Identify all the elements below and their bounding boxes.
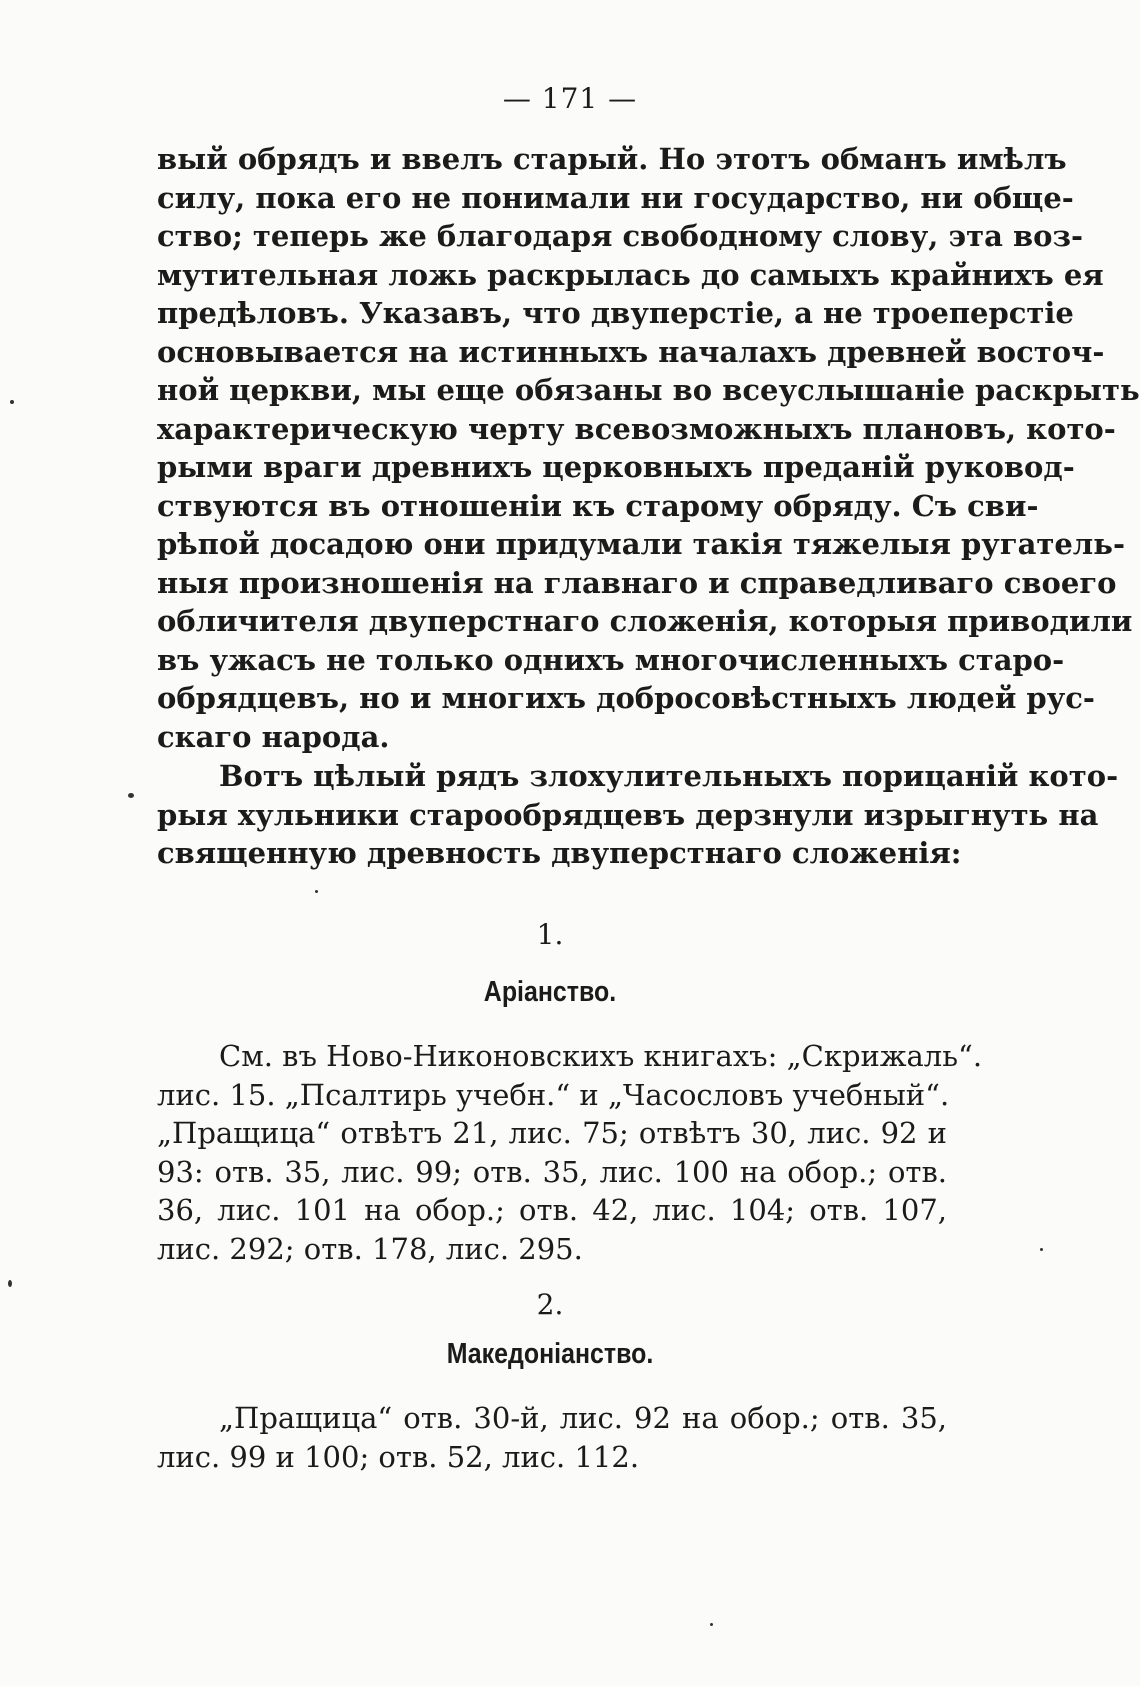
section-title: Аріанство.	[483, 976, 617, 1008]
text-line: 93: отв. 35, лис. 99; отв. 35, лис. 100 на обор.; отв.	[157, 1154, 947, 1189]
text-line: основывается на истинныхъ началахъ древней восточ-	[157, 334, 1105, 369]
text-line: 36, лис. 101 на обор.; отв. 42, лис. 104; отв. 107,	[157, 1193, 947, 1227]
text-line: характерическую черту всевозможныхъ плановъ, кото-	[157, 411, 1116, 446]
scan-speck	[10, 400, 14, 404]
text-line: лис. 99 и 100; отв. 52, лис. 112.	[157, 1439, 640, 1474]
text-line: мутительная ложь раскрылась до самыхъ крайнихъ ея	[157, 257, 1104, 292]
text-line: предѣловъ. Указавъ, что двуперстіе, а не троеперстіе	[157, 296, 1074, 330]
text-line: рѣпой досадою они придумали такія тяжелыя ругатель-	[157, 527, 1125, 561]
text-line: ной церкви, мы еще обязаны во всеуслышаніе раскрыть	[157, 373, 1140, 407]
section-1-body	[157, 1037, 983, 1268]
scan-speck	[710, 1623, 713, 1626]
text-line: ныя произношенія на главнаго и справедливаго своего	[157, 565, 1117, 600]
text-line: „Пращица“ отвѣтъ 21, лис. 75; отвѣтъ 30, лис. 92 и	[157, 1116, 947, 1150]
text-line: священную древность двуперстнаго сложенія:	[157, 836, 962, 870]
section-2-body	[157, 1399, 947, 1476]
text-line: ствуются въ отношеніи къ старому обряду. Съ сви-	[157, 488, 1039, 523]
scan-speck	[128, 793, 134, 798]
text-line: ство; теперь же благодаря свободному слову, эта воз-	[157, 219, 1084, 253]
text-line: Вотъ цѣлый рядъ злохулительныхъ порицаній кото-	[219, 759, 1119, 793]
text-line: обрядцевъ, но и многихъ добросовѣстныхъ людей рус-	[157, 681, 1095, 715]
section-number: 2.	[536, 1288, 564, 1321]
text-line: См. въ Ново-Никоновскихъ книгахъ: „Скрижаль“.	[219, 1039, 983, 1073]
text-line: „Пращица“ отв. 30-й, лис. 92 на обор.; отв. 35,	[219, 1401, 947, 1435]
text-line: лис. 292; отв. 178, лис. 295.	[157, 1231, 583, 1266]
scan-speck	[1040, 1248, 1043, 1251]
intro-paragraph	[157, 140, 1140, 756]
scan-speck	[8, 1280, 12, 1287]
text-line: силу, пока его не понимали ни государство, ни обще-	[157, 180, 1074, 215]
section-title: Македоніанство.	[446, 1338, 654, 1370]
text-line: лис. 15. „Псалтирь учебн.“ и „Часословъ учебный“.	[157, 1077, 950, 1112]
text-line: вый обрядъ и ввелъ старый. Но этотъ обманъ имѣлъ	[157, 142, 1067, 176]
scan-speck	[315, 890, 318, 893]
section-number: 1.	[536, 918, 564, 951]
second-paragraph	[157, 757, 1119, 873]
text-line: въ ужасъ не только однихъ многочисленныхъ старо-	[157, 642, 1065, 677]
text-line: обличителя двуперстнаго сложенія, которыя приводили	[157, 604, 1133, 638]
page-number: — 171 —	[502, 82, 638, 115]
text-line: скаго народа.	[157, 719, 390, 754]
text-line: рыя хульники старообрядцевъ дерзнули изрыгнуть на	[157, 797, 1099, 832]
text-line: рыми враги древнихъ церковныхъ преданій руковод-	[157, 450, 1075, 484]
